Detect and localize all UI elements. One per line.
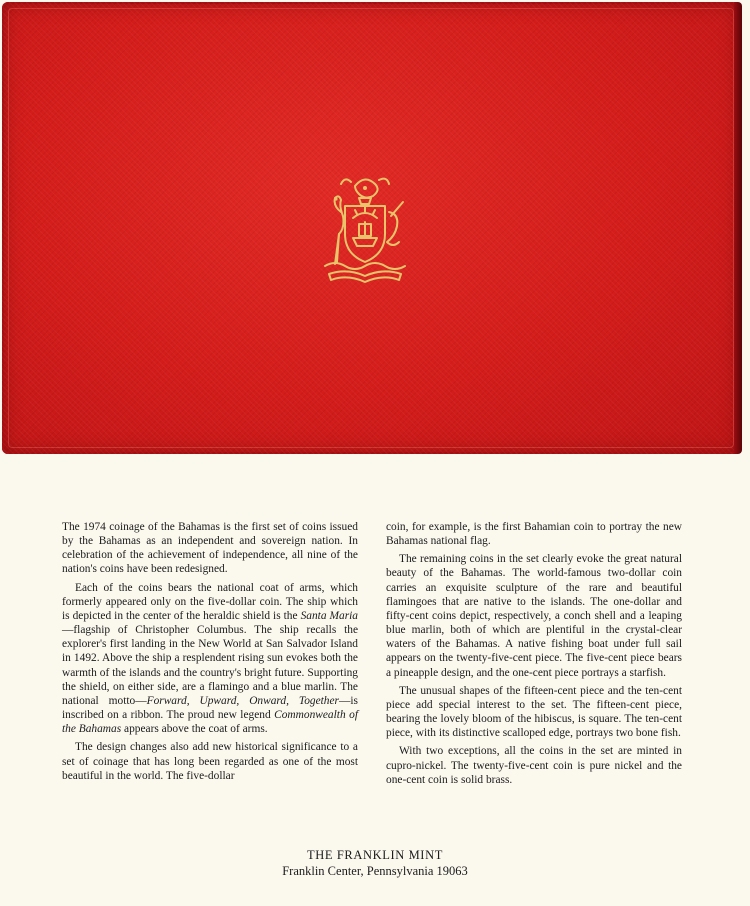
ship-name: Santa Maria <box>300 609 358 622</box>
legend-text: Commonwealth of the Bahamas <box>62 709 359 736</box>
insert-text-page <box>0 458 750 906</box>
publisher-name: THE FRANKLIN MINT <box>307 848 443 862</box>
folder-cover <box>2 2 740 454</box>
text-run: —is inscribed on a ribbon. The proud new legend <box>62 694 358 722</box>
national-motto: Forward, Upward, Onward, Together <box>146 694 339 707</box>
cover-spine-edge <box>734 2 742 454</box>
paragraph-five-dollar-coin: coin, for example, is the first Bahamian coin to portray the new Bahamas national flag. <box>386 521 682 548</box>
paragraph-coinage-intro: The 1974 coinage of the Bahamas is the first set of coins issued by the Bahamas as an independent and sovereign nation. In celebration of the achievement of independence, all nine of the nation's coins have been redesigned. <box>62 521 358 576</box>
publisher-address: Franklin Center, Pennsylvania 19063 <box>282 864 468 878</box>
paragraph-coin-designs: The remaining coins in the set clearly evoke the great natural beauty of the Bahamas. The world-famous two-dollar coin carries an exquisite sculpture of the rare and beautiful flamingoes that are native to the islands. The one-dollar and fifty-cent coins depict, respectively, a conch shell and a leaping blue marlin, both of which are plentiful in the crystal-clear waters of the Bahamas. A native fishing boat under full sail appears on the twenty-five-cent piece. The five-cent piece bears a pineapple design, and the one-cent piece portrays a starfish. <box>386 553 682 679</box>
text-run: Each of the coins bears the national coat of arms, which formerly appeared only on the five-dollar coin. The ship which is depicted in the center of the heraldic shield is the <box>62 581 358 622</box>
paragraph-unusual-shapes: The unusual shapes of the fifteen-cent piece and the ten-cent piece add special interest to the set. The fifteen-cent piece, bearing the lovely bloom of the hibiscus, is square. The ten-cent piece, with its distinctive scalloped edge, portrays two bone fish. <box>386 684 682 740</box>
left-text-column <box>62 520 358 787</box>
paragraph-metals: With two exceptions, all the coins in the set are minted in cupro-nickel. The twenty-five-cent coin is pure nickel and the one-cent coin is solid brass. <box>386 745 682 786</box>
right-text-column <box>386 520 682 791</box>
bahamas-coat-of-arms-emblem <box>315 172 415 284</box>
paragraph-coat-of-arms <box>62 581 358 737</box>
text-run: —flagship of Christopher Columbus. The ship recalls the explorer's first landing in the New World at San Salvador Island in 1492. Above the ship a resplendent rising sun evokes both the warmth of the islands and the country's bright future. Supporting the shield, on either side, are a flamingo and a blue marlin. The national motto— <box>62 624 358 707</box>
text-run: appears above the coat of arms. <box>121 723 268 736</box>
paragraph-historical-significance: The design changes also add new historical significance to a set of coinage that has long been regarded as one of the most beautiful in the world. The five-dollar <box>62 741 358 782</box>
